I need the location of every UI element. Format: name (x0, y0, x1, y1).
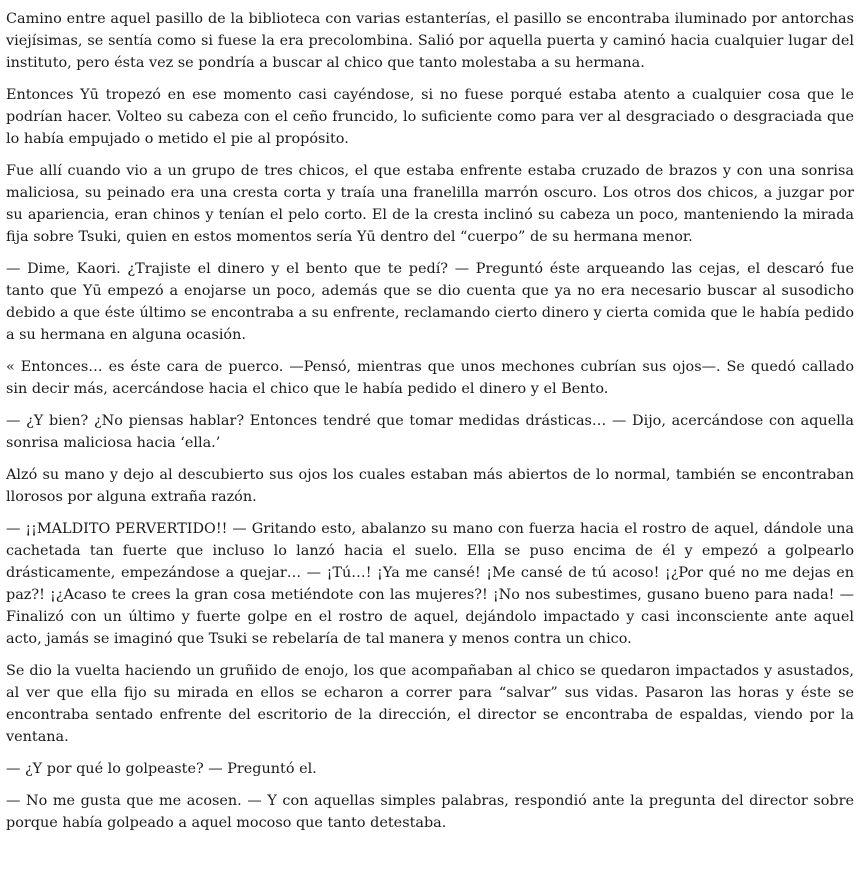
paragraph: « Entonces… es éste cara de puerco. —Pensó, mientras que unos mechones cubrían sus ojos—. Se quedó callado sin decir más, acercándose hacia el chico que le había pedido el dinero y el Bento. (6, 359, 854, 397)
paragraph: Entonces Yū tropezó en ese momento casi cayéndose, si no fuese porqué estaba atento a cualquier cosa que le podrían hacer. Volteo su cabeza con el ceño fruncido, lo suficiente como para ver al desgraciado o desgraciada que lo había empujado o metido el pie al propósito. (6, 87, 854, 147)
paragraph: Camino entre aquel pasillo de la biblioteca con varias estanterías, el pasillo se encontraba iluminado por antorchas viejísimas, se sentía como si fuese la era precolombina. Salió por aquella puerta y caminó hacia cualquier lugar del instituto, pero ésta vez se pondría a buscar al chico que tanto molestaba a su hermana. (6, 11, 854, 71)
paragraph: Se dio la vuelta haciendo un gruñido de enojo, los que acompañaban al chico se quedaron impactados y asustados, al ver que ella fijo su mirada en ellos se echaron a correr para “salvar” sus vidas. Pasaron las horas y éste se encontraba sentado enfrente del escritorio de la dirección, el director se encontraba de espaldas, viendo por la ventana. (6, 663, 854, 745)
paragraph: Fue allí cuando vio a un grupo de tres chicos, el que estaba enfrente estaba cruzado de brazos y con una sonrisa maliciosa, su peinado era una cresta corta y traía una franelilla marrón oscuro. Los otros dos chicos, a juzgar por su apariencia, eran chinos y tenían el pelo corto. El de la cresta inclinó su cabeza un poco, manteniendo la mirada fija sobre Tsuki, quien en estos momentos sería Yū dentro del “cuerpo” de su hermana menor. (6, 163, 854, 245)
paragraph: — ¿Y bien? ¿No piensas hablar? Entonces tendré que tomar medidas drásticas… — Dijo, acercándose con aquella sonrisa maliciosa hacia ‘ella.’ (6, 413, 854, 451)
document-body (6, 8, 854, 844)
paragraph: — Dime, Kaori. ¿Trajiste el dinero y el bento que te pedí? — Preguntó éste arqueando las cejas, el descaró fue tanto que Yū empezó a enojarse un poco, además que se dio cuenta que ya no era necesario buscar al susodicho debido a que éste último se encontraba a su enfrente, reclamando cierto dinero y cierta comida que le había pedido a su hermana en alguna ocasión. (6, 261, 855, 343)
paragraph: — ¡¡MALDITO PERVERTIDO!! — Gritando esto, abalanzo su mano con fuerza hacia el rostro de aquel, dándole una cachetada tan fuerte que incluso lo lanzó hacia el suelo. Ella se puso encima de él y empezó a golpearlo drásticamente, empezándose a quejar… — ¡Tú…! ¡Ya me cansé! ¡Me cansé de tú acoso! ¡¿Por qué no me dejas en paz?! ¡¿Acaso te crees la gran cosa metiéndote con las mujeres?! ¡No nos subestimes, gusano bueno para nada! — Finalizó con un último y fuerte golpe en el rostro de aquel, dejándolo impactado y casi inconsciente ante aquel acto, jamás se imaginó que Tsuki se rebelaría de tal manera y menos contra un chico. (6, 521, 854, 647)
paragraph: Alzó su mano y dejo al descubierto sus ojos los cuales estaban más abiertos de lo normal, también se encontraban llorosos por alguna extraña razón. (6, 467, 854, 505)
paragraph: — No me gusta que me acosen. — Y con aquellas simples palabras, respondió ante la pregunta del director sobre porque había golpeado a aquel mocoso que tanto detestaba. (6, 793, 854, 831)
paragraph: — ¿Y por qué lo golpeaste? — Preguntó el. (6, 761, 317, 777)
